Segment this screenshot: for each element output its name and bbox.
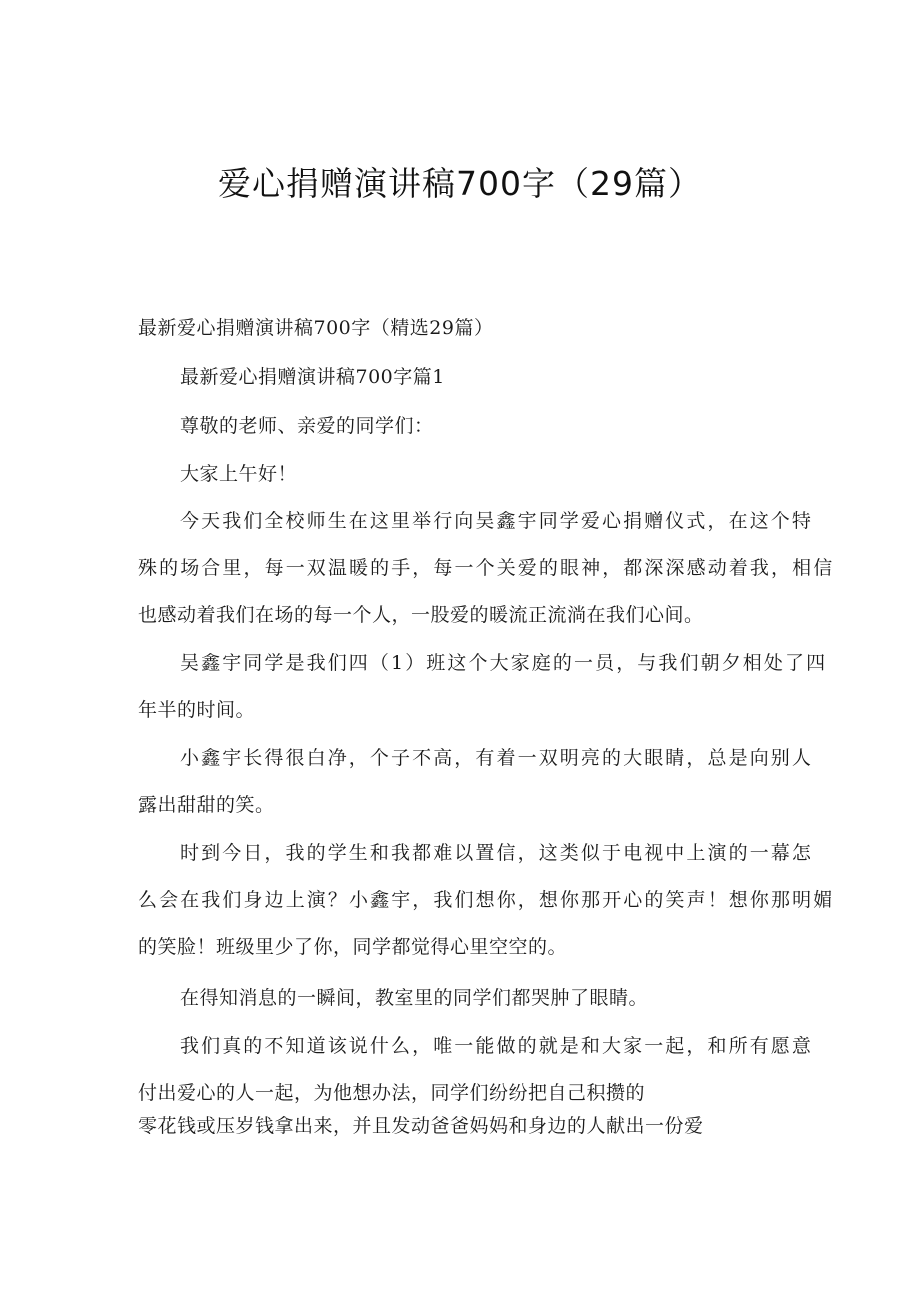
subtitle-line: 最新爱心捐赠演讲稿700字（精选29篇） (138, 317, 494, 339)
paragraph-line: 吴鑫宇同学是我们四（1）班这个大家庭的一员，与我们朝夕相处了四 (180, 652, 828, 674)
document-title: 爱心捐赠演讲稿700字（29篇） (218, 164, 702, 203)
paragraph-line: 年半的时间。 (138, 699, 256, 721)
paragraph-line: 小鑫宇长得很白净，个子不高，有着一双明亮的大眼睛，总是向别人 (180, 747, 814, 769)
paragraph-line: 我们真的不知道该说什么，唯一能做的就是和大家一起，和所有愿意 (180, 1035, 814, 1057)
greeting: 大家上午好！ (180, 463, 298, 485)
paragraph-line: 么会在我们身边上演？小鑫宇，我们想你，想你那开心的笑声！想你那明媚 (138, 889, 835, 911)
salutation: 尊敬的老师、亲爱的同学们： (180, 415, 434, 437)
paragraph-line: 的笑脸！班级里少了你，同学都觉得心里空空的。 (138, 936, 568, 958)
paragraph-line: 零花钱或压岁钱拿出来，并且发动爸爸妈妈和身边的人献出一份爱 (138, 1115, 704, 1137)
paragraph-line: 殊的场合里，每一双温暖的手，每一个关爱的眼神，都深深感动着我，相信 (138, 557, 835, 579)
paragraph-line: 付出爱心的人一起，为他想办法，同学们纷纷把自己积攒的 (138, 1082, 646, 1104)
paragraph-line: 在得知消息的一瞬间，教室里的同学们都哭肿了眼睛。 (180, 987, 649, 1009)
paragraph-line: 露出甜甜的笑。 (138, 794, 275, 816)
paragraph-line: 时到今日，我的学生和我都难以置信，这类似于电视中上演的一幕怎 (180, 842, 814, 864)
paragraph-line: 也感动着我们在场的每一个人，一股爱的暖流正流淌在我们心间。 (138, 604, 704, 626)
section-heading: 最新爱心捐赠演讲稿700字篇1 (180, 366, 445, 388)
paragraph-line: 今天我们全校师生在这里举行向吴鑫宇同学爱心捐赠仪式，在这个特 (180, 510, 814, 532)
